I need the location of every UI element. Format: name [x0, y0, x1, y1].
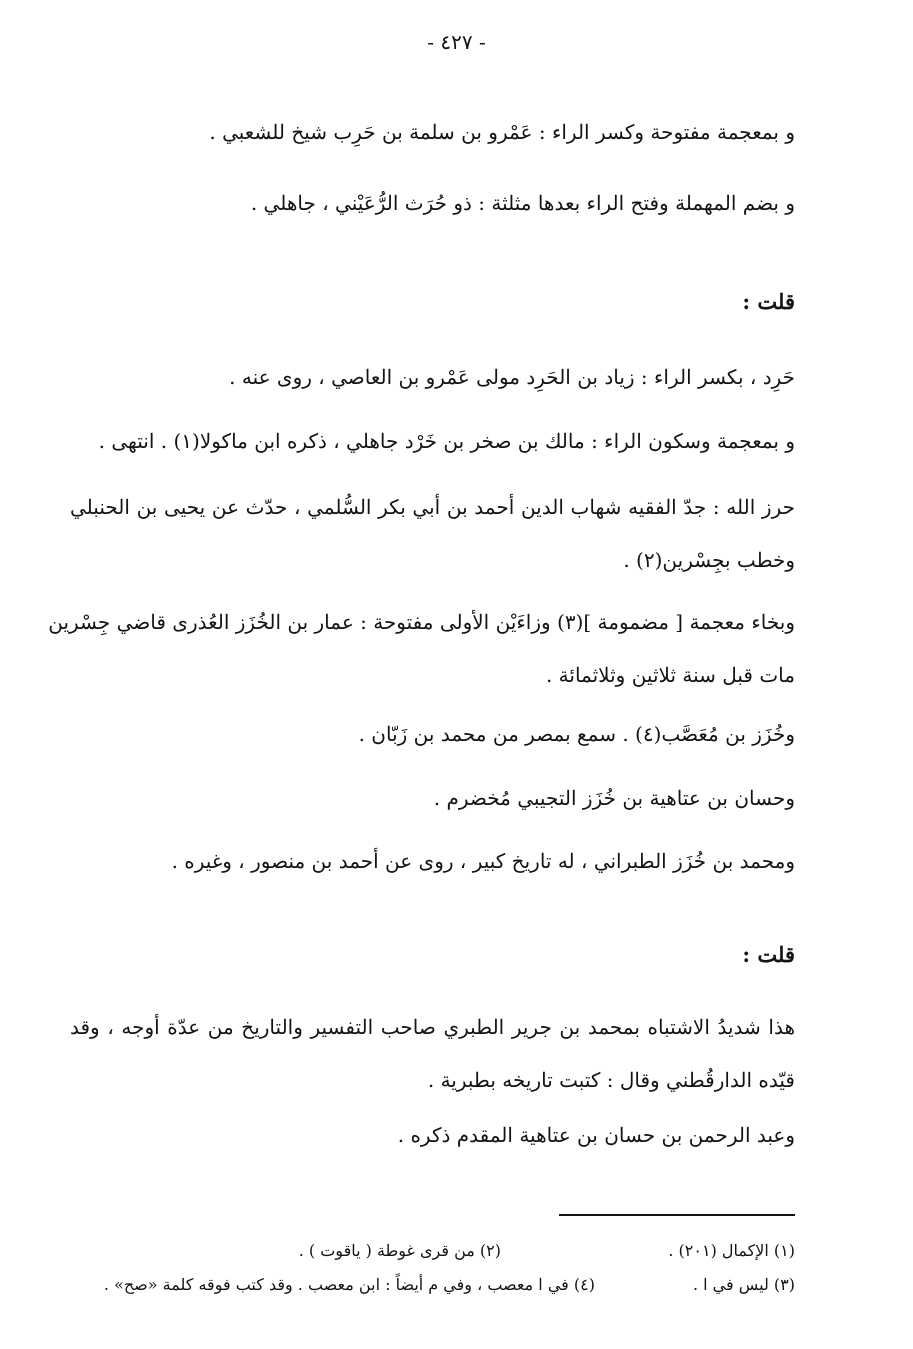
- footnote: (١) الإكمال (٢٠١) .: [668, 1241, 795, 1260]
- text-line: وخُزَز بن مُعَصَّب(٤) . سمع بمصر من محمد بن زَبّان .: [358, 722, 795, 746]
- page-number: - ٤٢٧ -: [427, 30, 486, 54]
- text-line: و بمعجمة وسكون الراء : مالك بن صخر بن خَرْد جاهلي ، ذكره ابن ماكولا(١) . انتهى .: [98, 429, 795, 453]
- text-line: حَرِد ، بكسر الراء : زياد بن الحَرِد مولى عَمْرو بن العاصي ، روى عنه .: [229, 365, 795, 389]
- text-line: و بضم المهملة وفتح الراء بعدها مثلثة : ذو حُرَث الرُّعَيْني ، جاهلي .: [250, 191, 795, 215]
- text-line: مات قبل سنة ثلاثين وثلاثمائة .: [545, 663, 795, 687]
- footnote: (٣) ليس في ا .: [692, 1275, 795, 1294]
- footnote: (٤) في ا معصب ، وفي م أيضاً : ابن معصب . وقد كتب فوقه كلمة «صح» .: [103, 1275, 595, 1294]
- text-line: و بمعجمة مفتوحة وكسر الراء : عَمْرو بن سلمة بن حَرِب شيخ للشعبي .: [209, 120, 795, 144]
- text-line: وبخاء معجمة [ مضمومة ](٣) وزاءَيْن الأولى مفتوحة : عمار بن الخُزَز العُذرى قاضي جِسْرين: [48, 610, 795, 634]
- text-line: قيّده الدارقُطني وقال : كتبت تاريخه بطبرية .: [427, 1068, 795, 1092]
- text-line: حرز الله : جدّ الفقيه شهاب الدين أحمد بن أبي بكر السُّلمي ، حدّث عن يحيى بن الحنبلي: [70, 495, 795, 519]
- footnote: (٢) من قرى غوطة ( ياقوت ) .: [298, 1241, 501, 1260]
- text-line: هذا شديدُ الاشتباه بمحمد بن جرير الطبري صاحب التفسير والتاريخ من عدّة أوجه ، وقد: [70, 1015, 795, 1039]
- text-line: وخطب بجِسْرين(٢) .: [623, 548, 795, 572]
- section-heading: قلت :: [742, 942, 795, 967]
- text-line: وحسان بن عتاهية بن خُزَز التجيبي مُخضرم .: [433, 786, 795, 810]
- footnote-divider: [559, 1214, 795, 1216]
- text-line: وعبد الرحمن بن حسان بن عتاهية المقدم ذكره .: [397, 1123, 795, 1147]
- section-heading: قلت :: [742, 289, 795, 314]
- text-line: ومحمد بن خُزَز الطبراني ، له تاريخ كبير ، روى عن أحمد بن منصور ، وغيره .: [171, 849, 795, 873]
